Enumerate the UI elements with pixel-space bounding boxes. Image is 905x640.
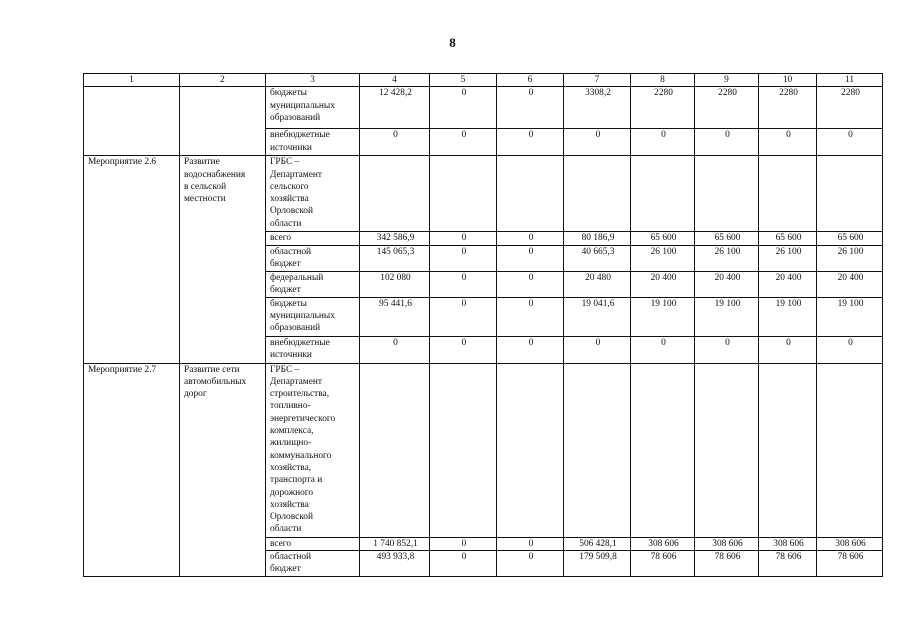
value-cell: 0	[360, 336, 430, 363]
value-cell: 19 100	[631, 297, 695, 336]
measure-name-cell	[84, 87, 180, 156]
value-cell: 0	[497, 245, 564, 271]
value-cell: 0	[497, 297, 564, 336]
value-cell: 493 933,8	[360, 550, 430, 576]
value-cell: 0	[430, 245, 497, 271]
value-cell: 20 480	[564, 271, 631, 297]
value-cell: 19 041,6	[564, 297, 631, 336]
value-cell: 78 606	[631, 550, 695, 576]
value-cell: 0	[631, 336, 695, 363]
value-cell: 2280	[817, 87, 883, 129]
value-cell: 0	[631, 129, 695, 156]
value-cell: 3308,2	[564, 87, 631, 129]
value-cell: 145 065,3	[360, 245, 430, 271]
value-cell: 20 400	[631, 271, 695, 297]
column-header: 3	[266, 74, 360, 87]
value-cell: 19 100	[695, 297, 759, 336]
column-header: 11	[817, 74, 883, 87]
value-cell: 2280	[695, 87, 759, 129]
value-cell: 0	[360, 129, 430, 156]
value-cell	[631, 156, 695, 232]
funding-source-label: федеральный бюджет	[266, 271, 360, 297]
value-cell: 2280	[631, 87, 695, 129]
value-cell: 0	[430, 232, 497, 245]
funding-source-label: ГРБС – Департамент сельского хозяйства Орловской области	[266, 156, 360, 232]
value-cell: 308 606	[759, 537, 817, 550]
funding-source-label: областной бюджет	[266, 245, 360, 271]
budget-table	[83, 73, 883, 577]
value-cell: 20 400	[759, 271, 817, 297]
column-header: 1	[84, 74, 180, 87]
value-cell	[497, 156, 564, 232]
value-cell	[430, 363, 497, 537]
value-cell: 19 100	[759, 297, 817, 336]
value-cell: 65 600	[759, 232, 817, 245]
value-cell: 0	[430, 297, 497, 336]
value-cell	[430, 156, 497, 232]
value-cell	[817, 363, 883, 537]
value-cell: 308 606	[631, 537, 695, 550]
value-cell: 0	[430, 129, 497, 156]
value-cell: 0	[497, 232, 564, 245]
value-cell: 80 186,9	[564, 232, 631, 245]
value-cell	[695, 363, 759, 537]
value-cell	[759, 156, 817, 232]
funding-source-label: областной бюджет	[266, 550, 360, 576]
measure-title-cell	[180, 87, 266, 156]
value-cell: 2280	[759, 87, 817, 129]
column-header: 2	[180, 74, 266, 87]
value-cell: 1 740 852,1	[360, 537, 430, 550]
column-header: 4	[360, 74, 430, 87]
value-cell: 0	[497, 550, 564, 576]
table-row	[84, 156, 883, 232]
value-cell: 179 509,8	[564, 550, 631, 576]
value-cell	[695, 156, 759, 232]
value-cell: 20 400	[817, 271, 883, 297]
value-cell: 20 400	[695, 271, 759, 297]
measure-name-cell: Мероприятие 2.7	[84, 363, 180, 576]
funding-source-label: всего	[266, 232, 360, 245]
column-header: 5	[430, 74, 497, 87]
value-cell: 0	[497, 87, 564, 129]
value-cell: 0	[430, 271, 497, 297]
value-cell: 78 606	[759, 550, 817, 576]
value-cell	[360, 363, 430, 537]
table-row	[84, 87, 883, 129]
column-number-row	[84, 74, 883, 87]
value-cell: 0	[759, 129, 817, 156]
column-header: 6	[497, 74, 564, 87]
funding-source-label: внебюджетные источники	[266, 336, 360, 363]
value-cell: 0	[564, 336, 631, 363]
measure-title-cell: Развитие сети автомобильных дорог	[180, 363, 266, 576]
value-cell: 506 428,1	[564, 537, 631, 550]
value-cell	[564, 363, 631, 537]
value-cell: 0	[430, 336, 497, 363]
funding-source-label: ГРБС – Департамент строительства, топливно- энергетического комплекса, жилищно- коммунального хозяйства, транспорта и дорожного хозяйства Орловской области	[266, 363, 360, 537]
column-header: 8	[631, 74, 695, 87]
table-row	[84, 363, 883, 537]
value-cell: 26 100	[695, 245, 759, 271]
value-cell: 12 428,2	[360, 87, 430, 129]
value-cell	[360, 156, 430, 232]
value-cell: 78 606	[695, 550, 759, 576]
value-cell	[759, 363, 817, 537]
measure-name-cell: Мероприятие 2.6	[84, 156, 180, 363]
value-cell: 0	[695, 129, 759, 156]
value-cell: 65 600	[817, 232, 883, 245]
value-cell	[564, 156, 631, 232]
value-cell: 0	[497, 336, 564, 363]
funding-source-label: бюджеты муниципальных образований	[266, 297, 360, 336]
value-cell: 40 665,3	[564, 245, 631, 271]
value-cell: 0	[695, 336, 759, 363]
value-cell: 0	[564, 129, 631, 156]
value-cell	[817, 156, 883, 232]
value-cell: 65 600	[631, 232, 695, 245]
column-header: 10	[759, 74, 817, 87]
value-cell: 342 586,9	[360, 232, 430, 245]
value-cell: 0	[759, 336, 817, 363]
value-cell	[497, 363, 564, 537]
value-cell: 308 606	[817, 537, 883, 550]
value-cell: 0	[497, 129, 564, 156]
value-cell: 95 441,6	[360, 297, 430, 336]
funding-source-label: всего	[266, 537, 360, 550]
value-cell: 0	[430, 87, 497, 129]
column-header: 9	[695, 74, 759, 87]
page-number: 8	[449, 35, 456, 50]
value-cell: 19 100	[817, 297, 883, 336]
value-cell: 65 600	[695, 232, 759, 245]
measure-title-cell: Развитие водоснабжения в сельской местности	[180, 156, 266, 363]
value-cell: 308 606	[695, 537, 759, 550]
value-cell: 102 080	[360, 271, 430, 297]
value-cell: 0	[430, 537, 497, 550]
funding-source-label: внебюджетные источники	[266, 129, 360, 156]
value-cell: 26 100	[817, 245, 883, 271]
value-cell: 0	[497, 537, 564, 550]
funding-source-label: бюджеты муниципальных образований	[266, 87, 360, 129]
value-cell: 26 100	[759, 245, 817, 271]
value-cell: 0	[817, 336, 883, 363]
column-header: 7	[564, 74, 631, 87]
value-cell: 26 100	[631, 245, 695, 271]
value-cell: 0	[497, 271, 564, 297]
value-cell: 78 606	[817, 550, 883, 576]
value-cell: 0	[430, 550, 497, 576]
value-cell	[631, 363, 695, 537]
value-cell: 0	[817, 129, 883, 156]
